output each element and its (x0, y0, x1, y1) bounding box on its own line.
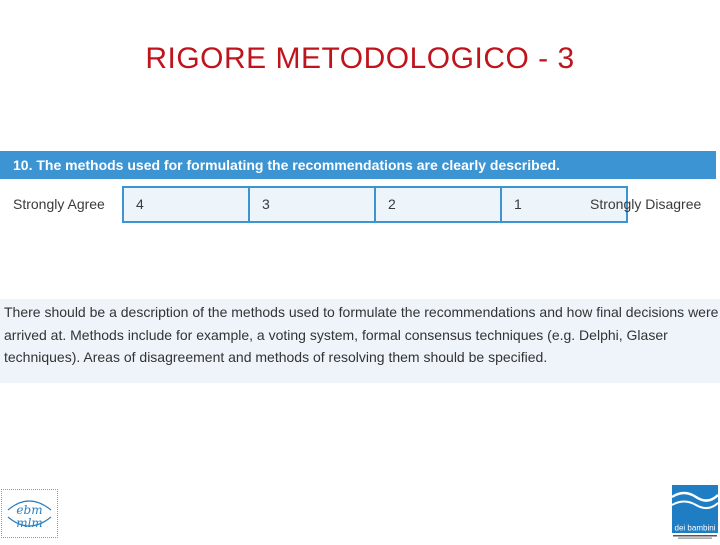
explanation-panel: There should be a description of the methods used to formulate the recommendations and how final decisions were arrived at. Methods include for example, a voting system, formal consensus techniques (e.g. Delphi, Glaser techniques). Areas of disagreement and methods of resolving them should be specified. (0, 299, 720, 383)
question-header: 10. The methods used for formulating the recommendations are clearly described. (0, 151, 716, 179)
scale-right-label: Strongly Disagree (590, 196, 702, 212)
ebm-logo-line2: mlm (16, 516, 43, 530)
scale-option-2[interactable]: 2 (374, 186, 502, 223)
slide-title: RIGORE METODOLOGICO - 3 (145, 42, 575, 75)
scale-option-4[interactable]: 4 (122, 186, 250, 223)
scale-option-1[interactable]: 1 (500, 186, 628, 223)
scale-left-label: Strongly Agree (13, 196, 105, 212)
rating-scale (0, 186, 716, 223)
ebm-logo-line1: ebm (16, 503, 43, 517)
scale-option-3[interactable]: 3 (248, 186, 376, 223)
scale-options (122, 186, 628, 223)
ospedale-logo-icon (670, 485, 720, 540)
ospedale-logo-text: dei bambini (674, 523, 716, 533)
ebm-logo-icon (1, 489, 58, 538)
